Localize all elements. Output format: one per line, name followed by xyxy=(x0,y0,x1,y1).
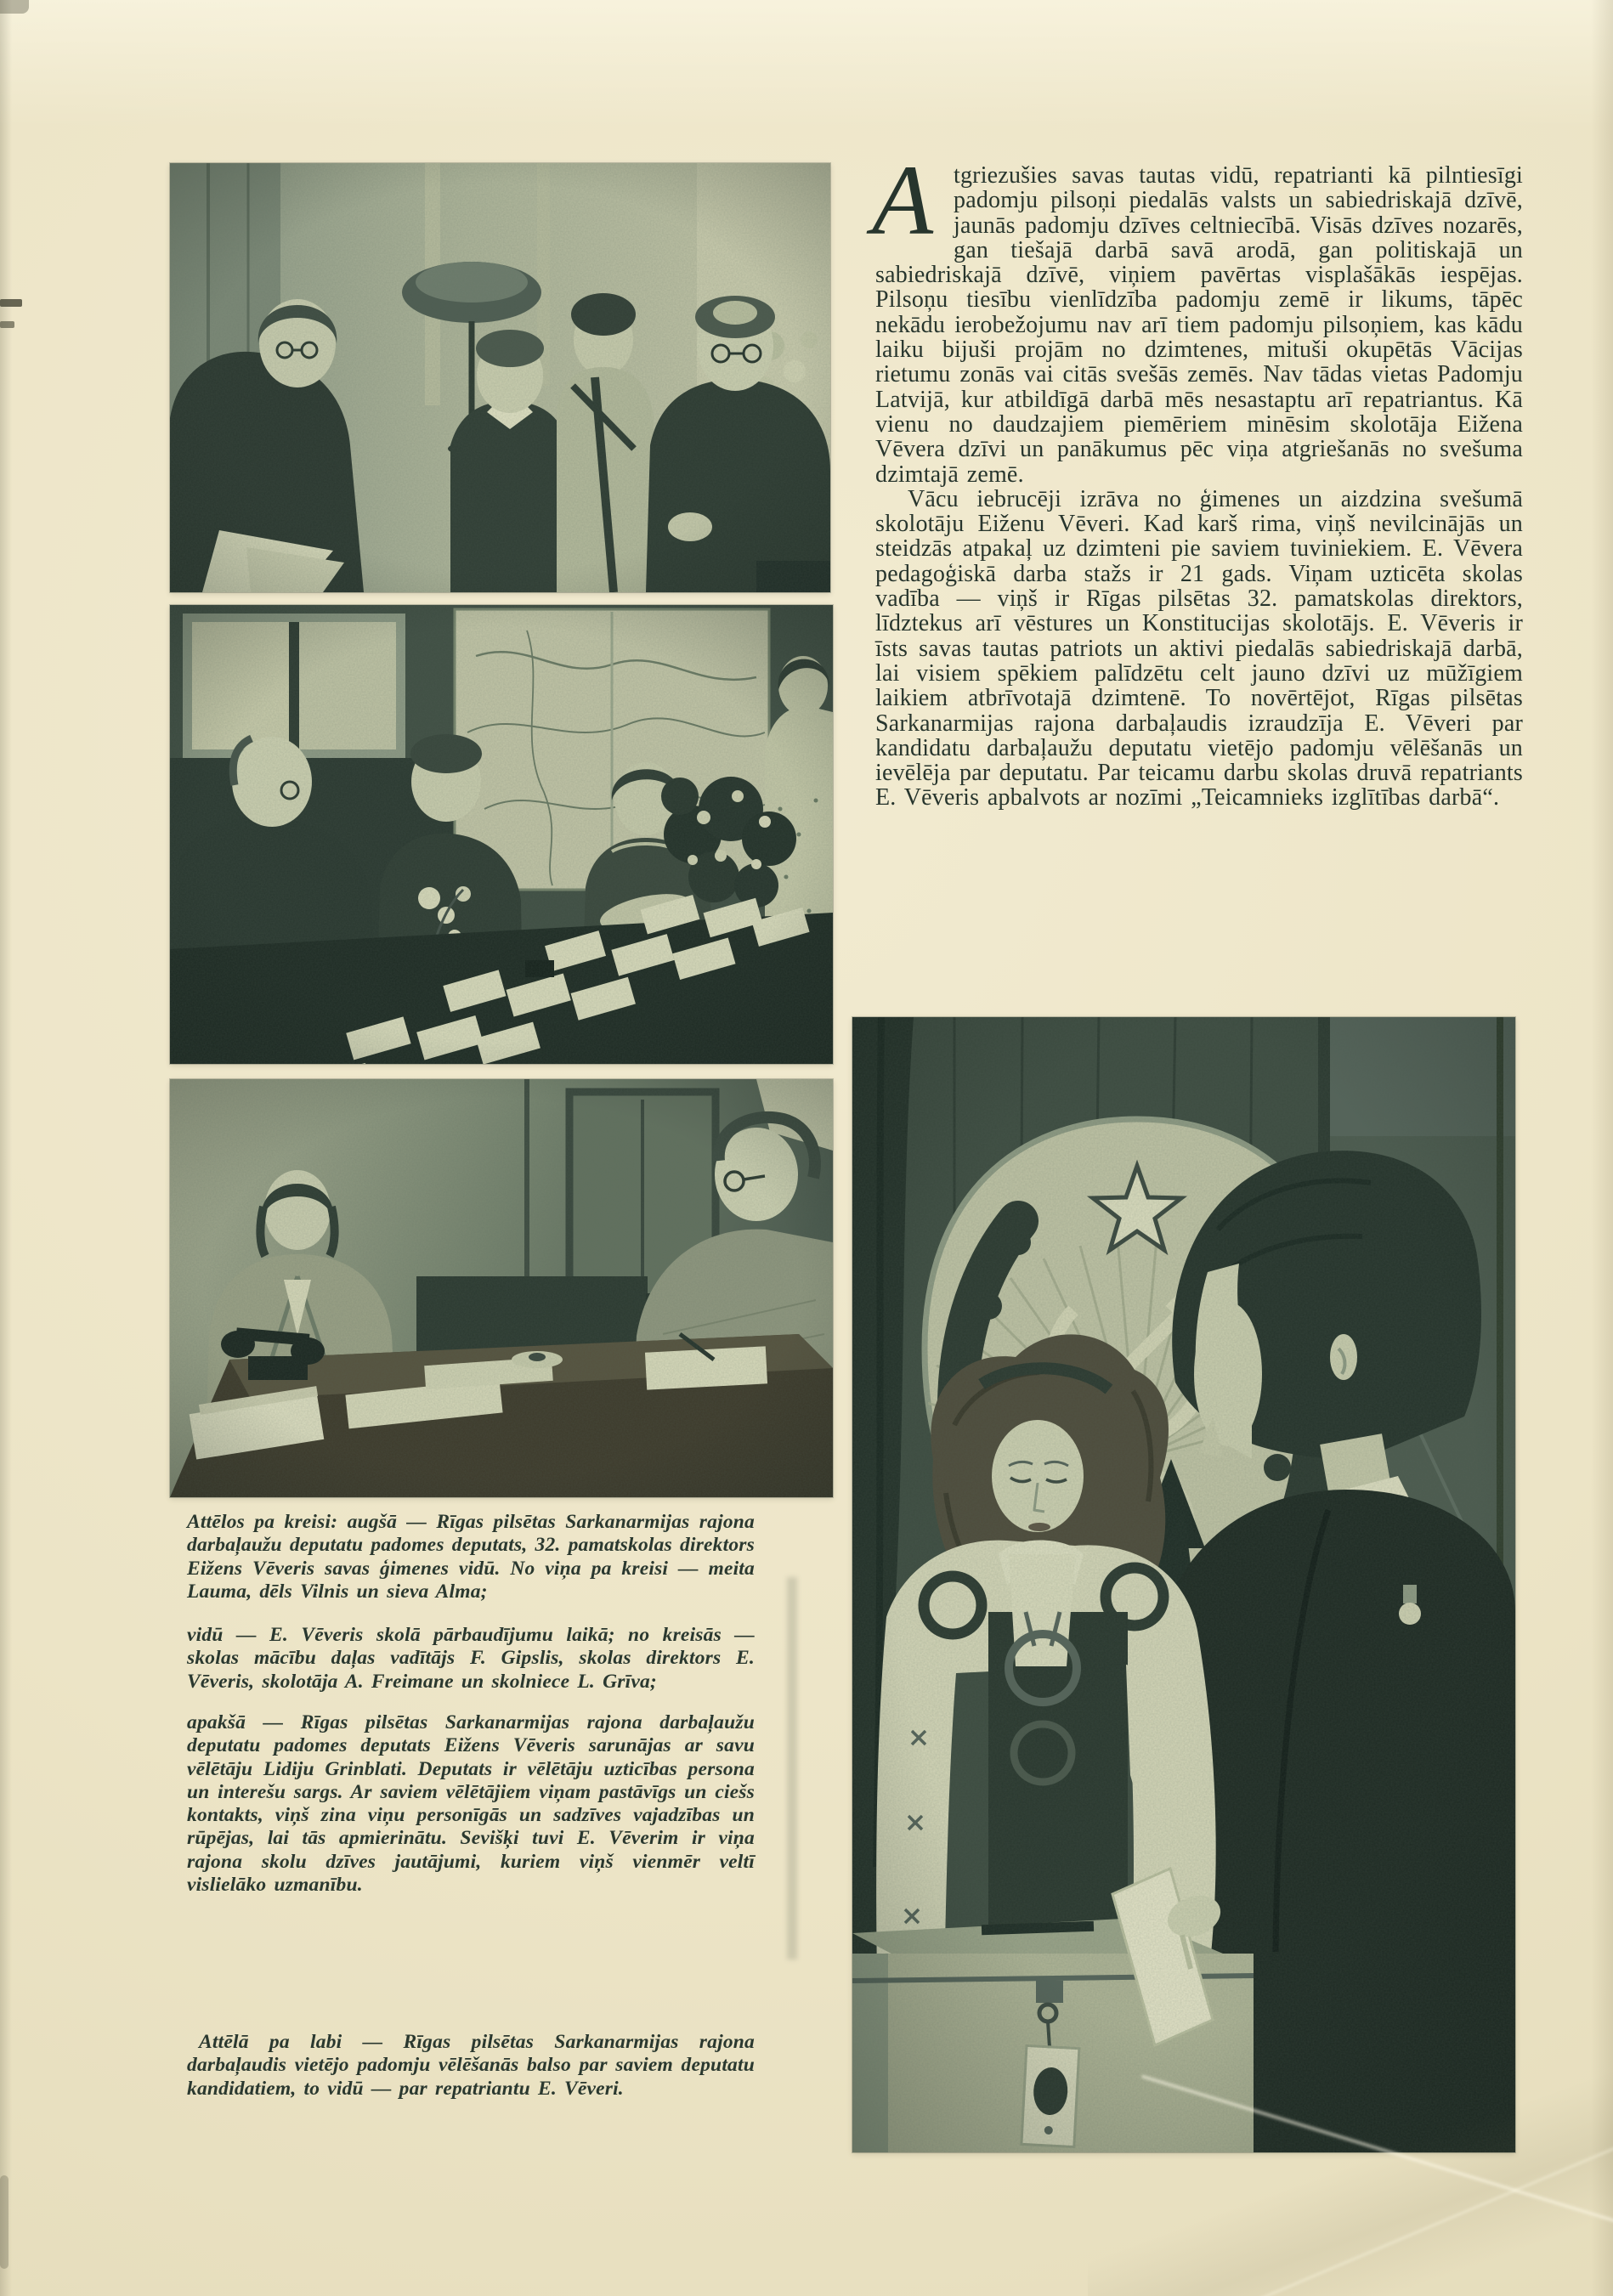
photo-school-illustration xyxy=(170,605,833,1064)
photo-school-exam xyxy=(170,605,833,1064)
article-paragraph-2: Vācu iebrucēji izrāva no ģimenes un aizdzina svešumā skolotāju Eiženu Vēveri. Kad karš rima, viņš nevilcinājās un steidzās atpakaļ uz dzimteni pie saviem tuviniekiem. E. Vēvera pedagoģiskā darba stažs ir 21 gads. Viņam uzticēta skolas vadība — viņš ir Rīgas pilsētas 32. pamatskolas direktors, līdztekus arī vēstures un Konstitucijas skolotājs. E. Vēveris ir īsts savas tautas patriots un aktivi piedalās sabiedriskajā darbā, lai visiem spēkiem palīdzētu celt jauno dzīvi uz mūžīgiem laikiem atbrīvotajā dzimtenē. To novērtējot, Rīgas pilsētas Sarkanarmijas rajona darbaļaudis izraudzīja E. Vēveri par kandidatu darbaļaužu deputatu vietējo padomju vēlēšanās un ievēlēja par deputatu. Par teicamu darbu skolas druvā repatriants E. Vēveris apbalvots ar nozīmi „Teicamnieks izglītības darbā“. xyxy=(875,485,1523,812)
caption-left-top: Attēlos pa kreisi: augšā — Rīgas pilsētas Sarkanarmijas rajona darbaļaužu deputatu padomes deputats, 32. pamatskolas direktors Eižens Vēveris savas ģimenes vidū. No viņa pa kreisi — meita Lauma, dēls Vilnis un sieva Alma; xyxy=(187,1511,755,1603)
caption-left-middle: vidū — E. Vēveris skolā pārbaudījumu laikā; no kreisās — skolas mācību daļas vadītājs F. Gipslis, skolas direktors E. Vēveris, skolotāja A. Freimane un skolniece L. Grīva; xyxy=(187,1624,755,1693)
photo-voting xyxy=(852,1017,1515,2152)
scan-fold-shadow xyxy=(787,1577,797,1960)
caption-right-photo: Attēlā pa labi — Rīgas pilsētas Sarkanarmijas rajona darbaļaudis vietējo padomju vēlēšanās balso par saviem deputatu kandidatiem, to vidū — par repatriantu E. Vēveri. xyxy=(187,2031,755,2100)
photo-family xyxy=(170,163,830,592)
page-edge-shadow-left xyxy=(0,0,12,2296)
photo-family-illustration xyxy=(170,163,830,592)
photo-voting-illustration xyxy=(852,1017,1515,2152)
scan-artifact-mark xyxy=(0,2175,8,2269)
photo-office-illustration xyxy=(170,1079,833,1497)
article xyxy=(872,144,1523,812)
page-edge-shadow-right xyxy=(1591,0,1613,2296)
scan-artifact-mark xyxy=(0,299,22,307)
caption-left-bottom: apakšā — Rīgas pilsētas Sarkanarmijas rajona darbaļaužu deputatu padomes deputats Eižens Vēveris sarunājas ar savu vēlētāju Lidiju Grinblati. Deputats ir vēlētāju uzticības persona un interešu sargs. Ar saviem vēlētājiem viņam pastāvīgs un ciešs kontakts, viņš zina viņu personīgās un sadzīves vajadzības un rūpējas, lai tās apmierinātu. Sevišķi tuvi E. Vēverim ir viņa rajona skolu dzīves jautājumi, kuriem viņš vienmēr veltī vislielāko uzmanību. xyxy=(187,1711,755,1897)
photo-deputy-voter xyxy=(170,1079,833,1497)
scan-artifact-mark xyxy=(0,321,14,328)
article-paragraph-1 xyxy=(872,144,1523,488)
scan-artifact-mark xyxy=(0,0,29,14)
drop-cap: A xyxy=(872,144,934,256)
article-paragraph-1-text: tgriezušies savas tautas vidū, repatrianti kā pilntiesīgi padomju pilsoņi piedalās valsts un sabiedriskajā dzīvē, jaunās padomju dzīves celtniecībā. Visās dzīves nozarēs, gan tiešajā darbā savā arodā, gan politiskajā un sabiedriskajā dzīvē, viņiem pavērtas visplašākās iespējas. Pilsoņu tiesību vienlīdzība padomju zemē ir likums, tāpēc nekādu ierobežojumu nav arī tiem padomju pilsoņiem, kas kādu laiku bijuši projām no dzimtenes, mituši okupētās Vācijas rietumu zonās vai citās svešās zemēs. Nav tādas vietas Padomju Latvijā, kur atbildīgā darbā mēs nesastaptu arī repatriantus. Kā vienu no daudzajiem piemēriem minēsim skolotāja Eižena Vēvera dzīvi un panākumus pēc viņa atgriešanās no svešuma dzimtajā zemē. xyxy=(875,162,1523,488)
